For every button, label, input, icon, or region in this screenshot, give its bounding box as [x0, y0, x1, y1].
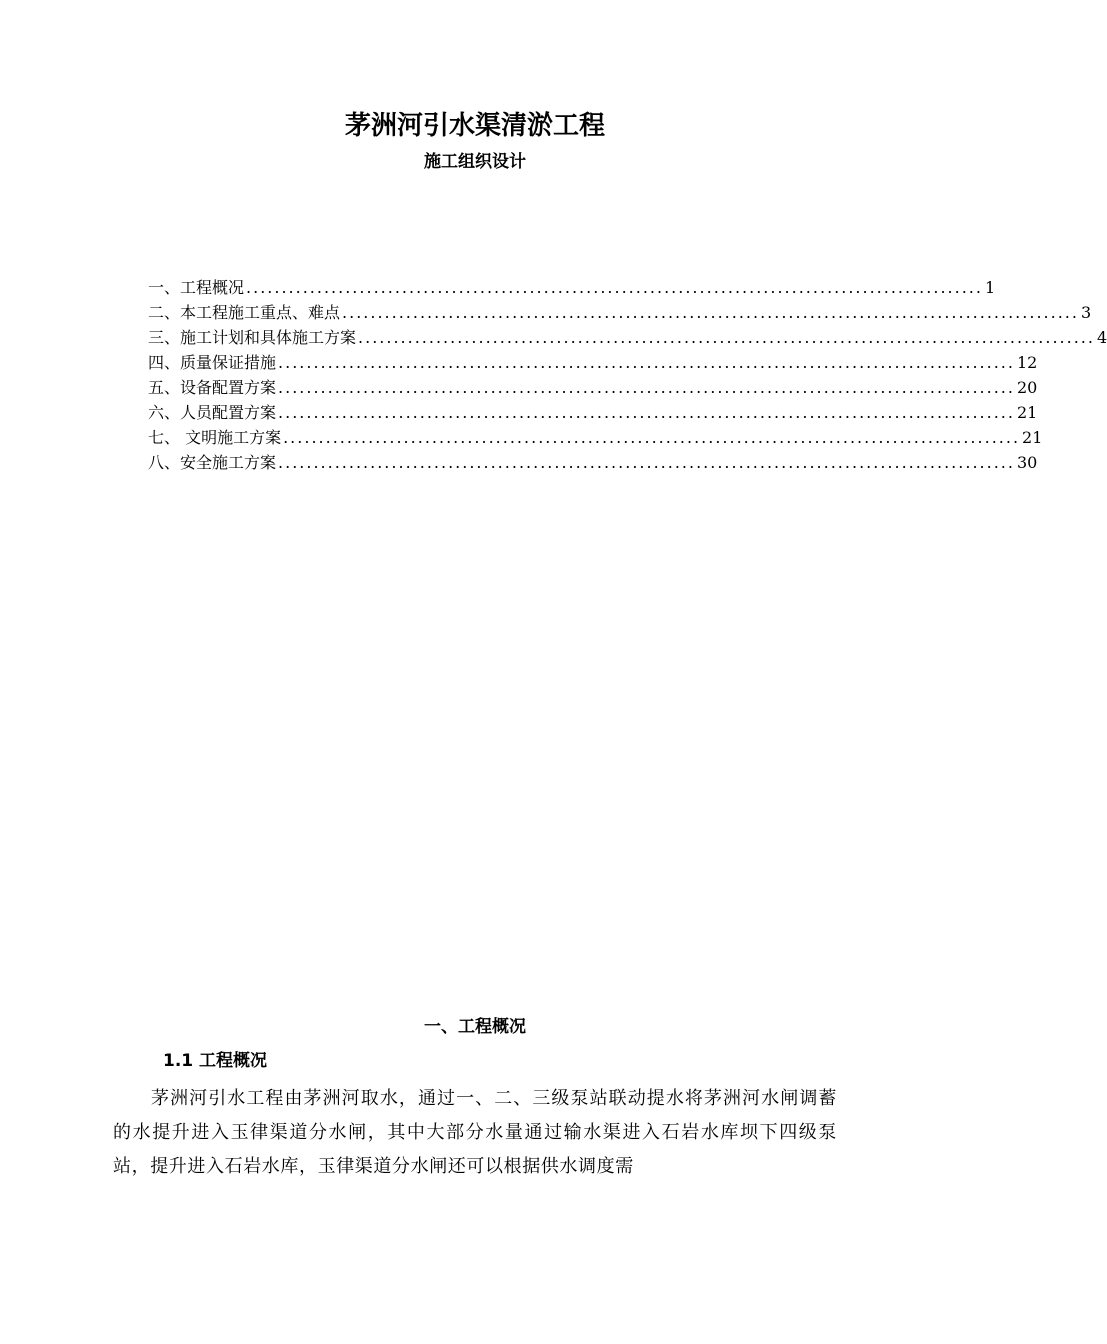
page-subtitle: 施工组织设计 [424, 152, 526, 172]
toc-entry[interactable] [148, 450, 1038, 475]
body-paragraph: 茅洲河引水工程由茅洲河取水，通过一、二、三级泵站联动提水将茅洲河水闸调蓄的水提升进入玉律渠道分水闸，其中大部分水量通过输水渠进入石岩水库坝下四级泵站，提升进入石岩水库，玉律渠道分水闸还可以根据供水调度需 [113, 1088, 837, 1177]
toc-entry-page: 12 [1016, 353, 1038, 372]
toc-leader-dots: ........................................................................................................ [278, 378, 1015, 397]
toc-entry[interactable] [148, 275, 996, 300]
subsection-heading: 1.1 工程概况 [163, 1051, 268, 1071]
toc-entry[interactable] [148, 350, 1038, 375]
toc-entry[interactable] [148, 325, 1107, 350]
toc-leader-dots: ........................................................................................................ [278, 453, 1015, 472]
toc-entry[interactable] [148, 300, 1092, 325]
toc-entry-page: 21 [1022, 428, 1043, 447]
toc-leader-dots: ........................................................................................................ [283, 428, 1021, 447]
toc-leader-dots: ........................................................................................................ [278, 353, 1015, 372]
toc-entry-label: 一、工程概况 [148, 278, 245, 297]
toc-leader-dots: ........................................................................................................ [278, 403, 1015, 422]
toc-entry-page: 20 [1016, 378, 1038, 397]
toc-entry-label: 三、施工计划和具体施工方案 [148, 328, 357, 347]
toc-entry-label: 四、质量保证措施 [148, 353, 277, 372]
toc-entry-page: 30 [1016, 453, 1038, 472]
toc-leader-dots: ........................................................................................................ [246, 278, 983, 297]
toc-entry[interactable] [148, 425, 1043, 450]
toc-leader-dots: ........................................................................................................ [342, 303, 1079, 322]
toc-entry-label: 二、本工程施工重点、难点 [148, 303, 341, 322]
toc-entry-label: 八、安全施工方案 [148, 453, 277, 472]
toc-entry[interactable] [148, 400, 1038, 425]
toc-entry-label: 七、 文明施工方案 [148, 428, 282, 447]
toc-entry-label: 六、人员配置方案 [148, 403, 277, 422]
table-of-contents [148, 275, 1107, 475]
toc-entry[interactable] [148, 375, 1038, 400]
toc-entry-page: 3 [1080, 303, 1092, 322]
toc-leader-dots: ........................................................................................................ [358, 328, 1095, 347]
toc-entry-page: 4 [1096, 328, 1107, 347]
toc-entry-label: 五、设备配置方案 [148, 378, 277, 397]
toc-entry-page: 1 [984, 278, 996, 297]
page-title: 茅洲河引水渠清淤工程 [344, 111, 605, 141]
toc-entry-page: 21 [1016, 403, 1038, 422]
section-heading: 一、工程概况 [424, 1017, 526, 1037]
